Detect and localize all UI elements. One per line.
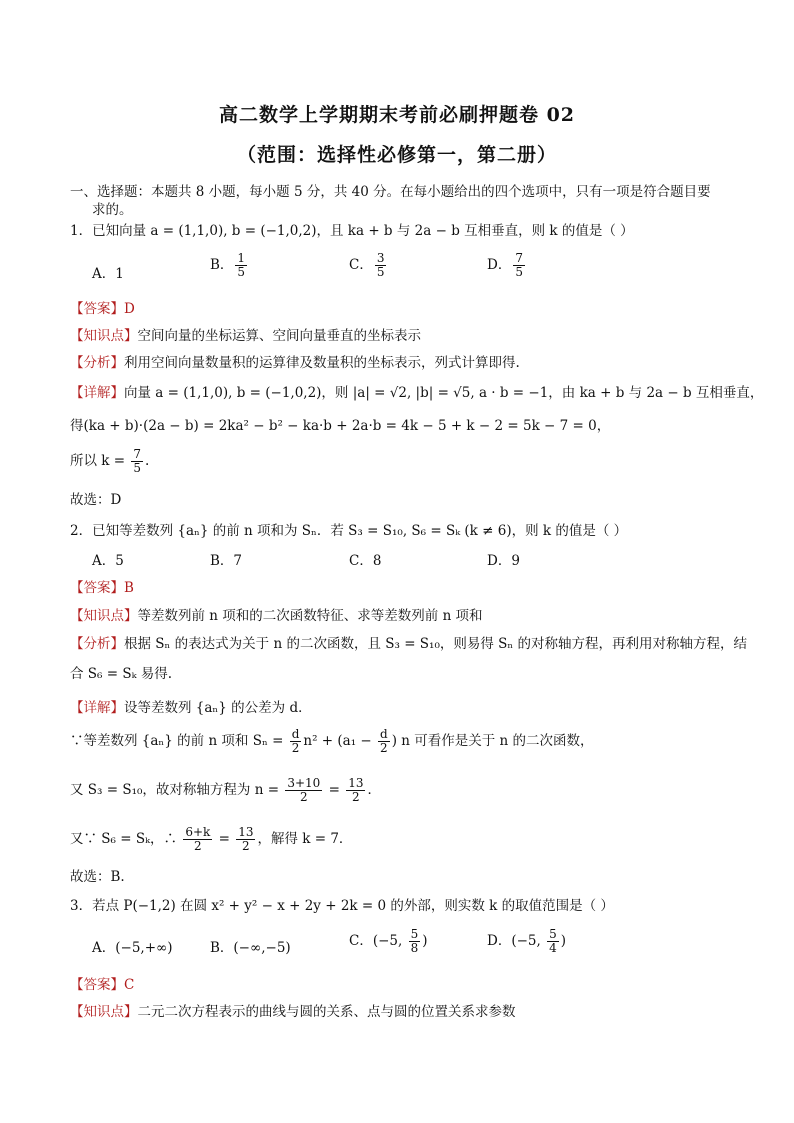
q2-detail-line3: 又 S₃ = S₁₀，故对称轴方程为 n = $\frac{3+10}{2}$ = $\frac{13}{2}$ ．: [70, 776, 381, 804]
q1-stem: 1．已知向量 a = (1,1,0), b = (−1,0,2)，且 ka + b 与 2a − b 互相垂直，则 k 的值是（ ）: [70, 223, 634, 239]
q1-option-c: C． $\frac{3}{5}$: [349, 251, 385, 279]
section-heading-line2: 求的。: [92, 202, 133, 218]
q3-option-d: D．(−5, $\frac{5}{4}$ ): [487, 927, 566, 955]
q3-option-a: A．(−5,+∞): [92, 940, 173, 956]
q1-choice: 故选：D: [70, 492, 122, 508]
q1-option-d: D． $\frac{7}{5}$: [487, 251, 523, 279]
q2-stem: 2．已知等差数列 {aₙ} 的前 n 项和为 Sₙ．若 S₃ = S₁₀, S₆ = Sₖ (k ≠ 6)，则 k 的值是（ ）: [70, 523, 628, 539]
q2-answer: 【答案】B: [70, 580, 134, 596]
q1-detail-line2: 得(ka + b)·(2a − b) = 2ka² − b² − ka·b + 2a·b = 4k − 5 + k − 2 = 5k − 7 = 0，: [70, 418, 611, 434]
q1-option-b: B． $\frac{1}{5}$: [210, 251, 246, 279]
q3-stem: 3．若点 P(−1,2) 在圆 x² + y² − x + 2y + 2k = 0 的外部，则实数 k 的取值范围是（ ）: [70, 898, 614, 914]
q1-answer: 【答案】D: [70, 301, 135, 317]
q2-option-d: D．9: [487, 553, 520, 569]
q2-analysis-line1: 【分析】根据 Sₙ 的表达式为关于 n 的二次函数，且 S₃ = S₁₀，则易得 Sₙ 的对称轴方程，再利用对称轴方程，结: [70, 636, 748, 652]
page-subtitle: （范围：选择性必修第一，第二册）: [236, 144, 557, 166]
q1-detail-line3: 所以 k = $\frac{7}{5}$ .: [70, 447, 150, 475]
q1-analysis: 【分析】利用空间向量数量积的运算律及数量积的坐标表示，列式计算即得.: [70, 355, 520, 371]
q3-knowledge-point: 【知识点】二元二次方程表示的曲线与圆的关系、点与圆的位置关系求参数: [70, 1004, 516, 1020]
q1-knowledge-point: 【知识点】空间向量的坐标运算、空间向量垂直的坐标表示: [70, 328, 421, 344]
q2-detail-line4: 又∵ S₆ = Sₖ，∴ $\frac{6+k}{2}$ = $\frac{13}{2}$ ，解得 k = 7．: [70, 825, 353, 853]
q2-option-c: C．8: [349, 553, 382, 569]
q3-option-c: C．(−5, $\frac{5}{8}$ ): [349, 927, 428, 955]
q2-detail-line1: 【详解】设等差数列 {aₙ} 的公差为 d．: [70, 700, 312, 716]
q2-option-b: B．7: [210, 553, 243, 569]
q1-option-a: A．1: [92, 266, 124, 282]
q1-detail-line1: 【详解】向量 a = (1,1,0), b = (−1,0,2)，则 |a| = √2, |b| = √5, a · b = −1，由 ka + b 与 2a − b 互相垂直，: [70, 385, 764, 401]
q2-detail-line2: ∵等差数列 {aₙ} 的前 n 项和 Sₙ = $\frac{d}{2}$ n² + (a₁ − $\frac{d}{2}$ ) n 可看作是关于 n 的二次函数，: [70, 727, 594, 755]
q2-analysis-line2: 合 S₆ = Sₖ 易得.: [70, 666, 173, 682]
q3-answer: 【答案】C: [70, 977, 135, 993]
q3-option-b: B．(−∞,−5): [210, 940, 291, 956]
page-title: 高二数学上学期期末考前必刷押题卷 02: [218, 104, 576, 126]
q2-choice: 故选：B.: [70, 869, 125, 885]
section-heading-line1: 一、选择题：本题共 8 小题，每小题 5 分，共 40 分。在每小题给出的四个选项中，只有一项是符合题目要: [70, 184, 711, 200]
q2-option-a: A．5: [92, 553, 124, 569]
q2-knowledge-point: 【知识点】等差数列前 n 项和的二次函数特征、求等差数列前 n 项和: [70, 608, 483, 624]
